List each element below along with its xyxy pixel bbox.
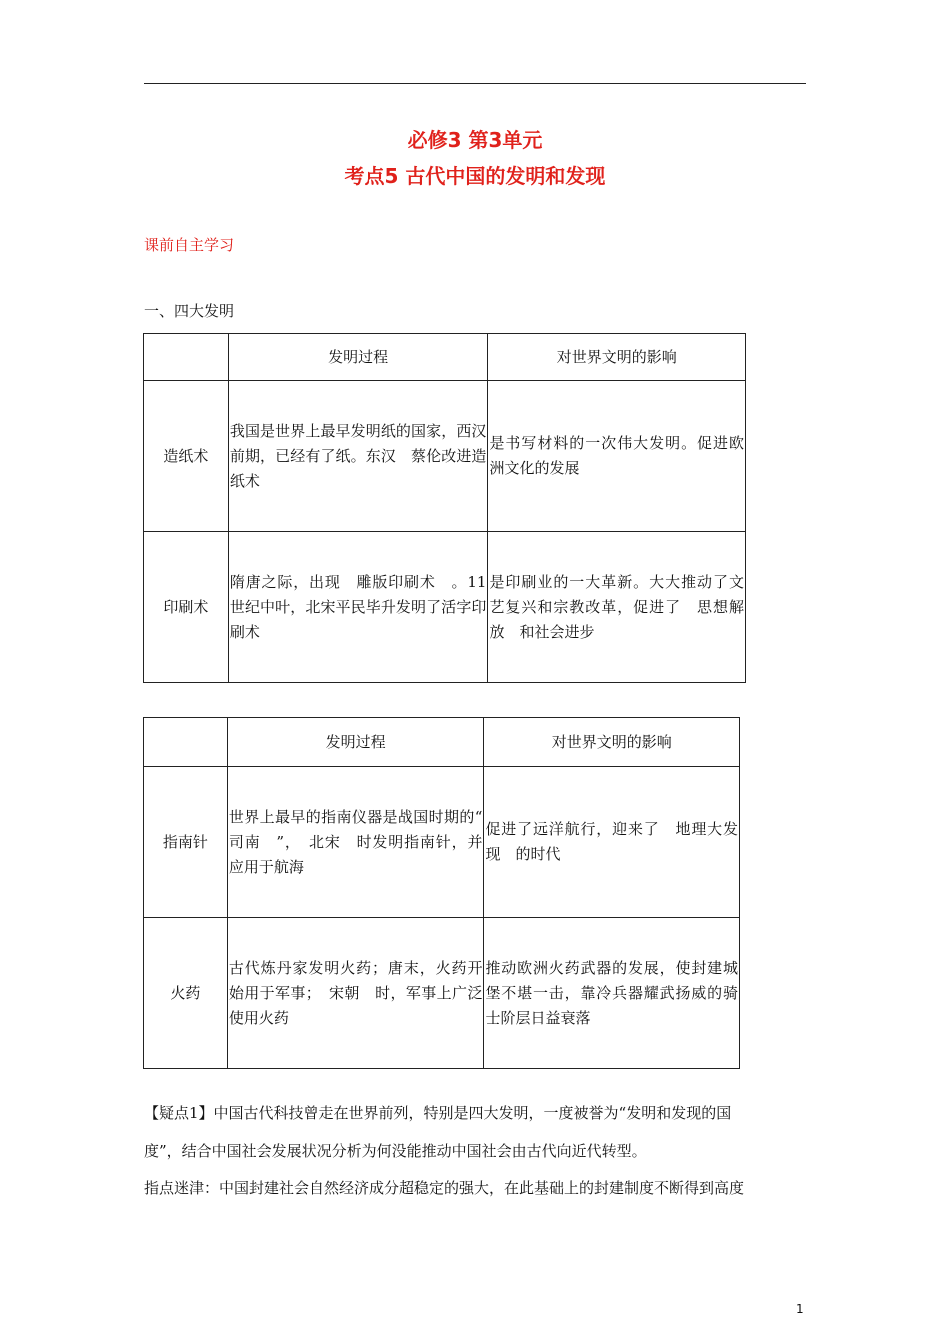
invention-name: 火药 bbox=[144, 918, 228, 1069]
invention-impact: 推动欧洲火药武器的发展，使封建城堡不堪一击，靠冷兵器耀武扬威的骑士阶层日益衰落 bbox=[484, 918, 740, 1069]
guide-line-1: 指点迷津：中国封建社会自然经济成分超稳定的强大，在此基础上的封建制度不断得到高度 bbox=[144, 1179, 745, 1197]
header-cell-impact: 对世界文明的影响 bbox=[484, 718, 740, 767]
section-label: 课前自主学习 bbox=[144, 236, 235, 254]
header-cell-process: 发明过程 bbox=[227, 718, 484, 767]
unit-title: 必修3 第3单元 bbox=[407, 128, 543, 152]
header-cell-process: 发明过程 bbox=[228, 334, 488, 381]
inventions-table-2 bbox=[143, 717, 740, 1069]
table-row bbox=[144, 381, 746, 532]
inventions-table-1 bbox=[143, 333, 746, 683]
invention-impact: 是印刷业的一大革新。大大推动了文艺复兴和宗教改革，促进了 思想解放 和社会进步 bbox=[488, 532, 746, 683]
invention-process: 隋唐之际，出现 雕版印刷术 。11世纪中叶，北宋平民毕升发明了活字印刷术 bbox=[228, 532, 488, 683]
header-cell-blank bbox=[144, 718, 228, 767]
topic-title: 考点5 古代中国的发明和发现 bbox=[344, 164, 606, 188]
table-row bbox=[144, 532, 746, 683]
invention-name: 印刷术 bbox=[144, 532, 229, 683]
invention-process: 世界上最早的指南仪器是战国时期的“ 司南 ”， 北宋 时发明指南针，并应用于航海 bbox=[227, 767, 484, 918]
invention-process: 我国是世界上最早发明纸的国家，西汉前期，已经有了纸。东汉 蔡伦改进造纸术 bbox=[228, 381, 488, 532]
page-number: 1 bbox=[796, 1302, 804, 1316]
table-row bbox=[144, 767, 740, 918]
subsection-title: 一、四大发明 bbox=[144, 302, 235, 320]
doubt-line-1: 【疑点1】中国古代科技曾走在世界前列，特别是四大发明，一度被誉为“发明和发现的国 bbox=[144, 1104, 732, 1122]
header-cell-blank bbox=[144, 334, 229, 381]
invention-name: 造纸术 bbox=[144, 381, 229, 532]
invention-impact: 促进了远洋航行，迎来了 地理大发现 的时代 bbox=[484, 767, 740, 918]
doubt-line-2: 度”，结合中国社会发展状况分析为何没能推动中国社会由古代向近代转型。 bbox=[144, 1142, 647, 1160]
table-header-row bbox=[144, 718, 740, 767]
header-rule bbox=[144, 83, 806, 84]
invention-impact: 是书写材料的一次伟大发明。促进欧洲文化的发展 bbox=[488, 381, 746, 532]
invention-name: 指南针 bbox=[144, 767, 228, 918]
header-cell-impact: 对世界文明的影响 bbox=[488, 334, 746, 381]
invention-process: 古代炼丹家发明火药；唐末，火药开始用于军事； 宋朝 时，军事上广泛使用火药 bbox=[227, 918, 484, 1069]
table-row bbox=[144, 918, 740, 1069]
table-header-row bbox=[144, 334, 746, 381]
